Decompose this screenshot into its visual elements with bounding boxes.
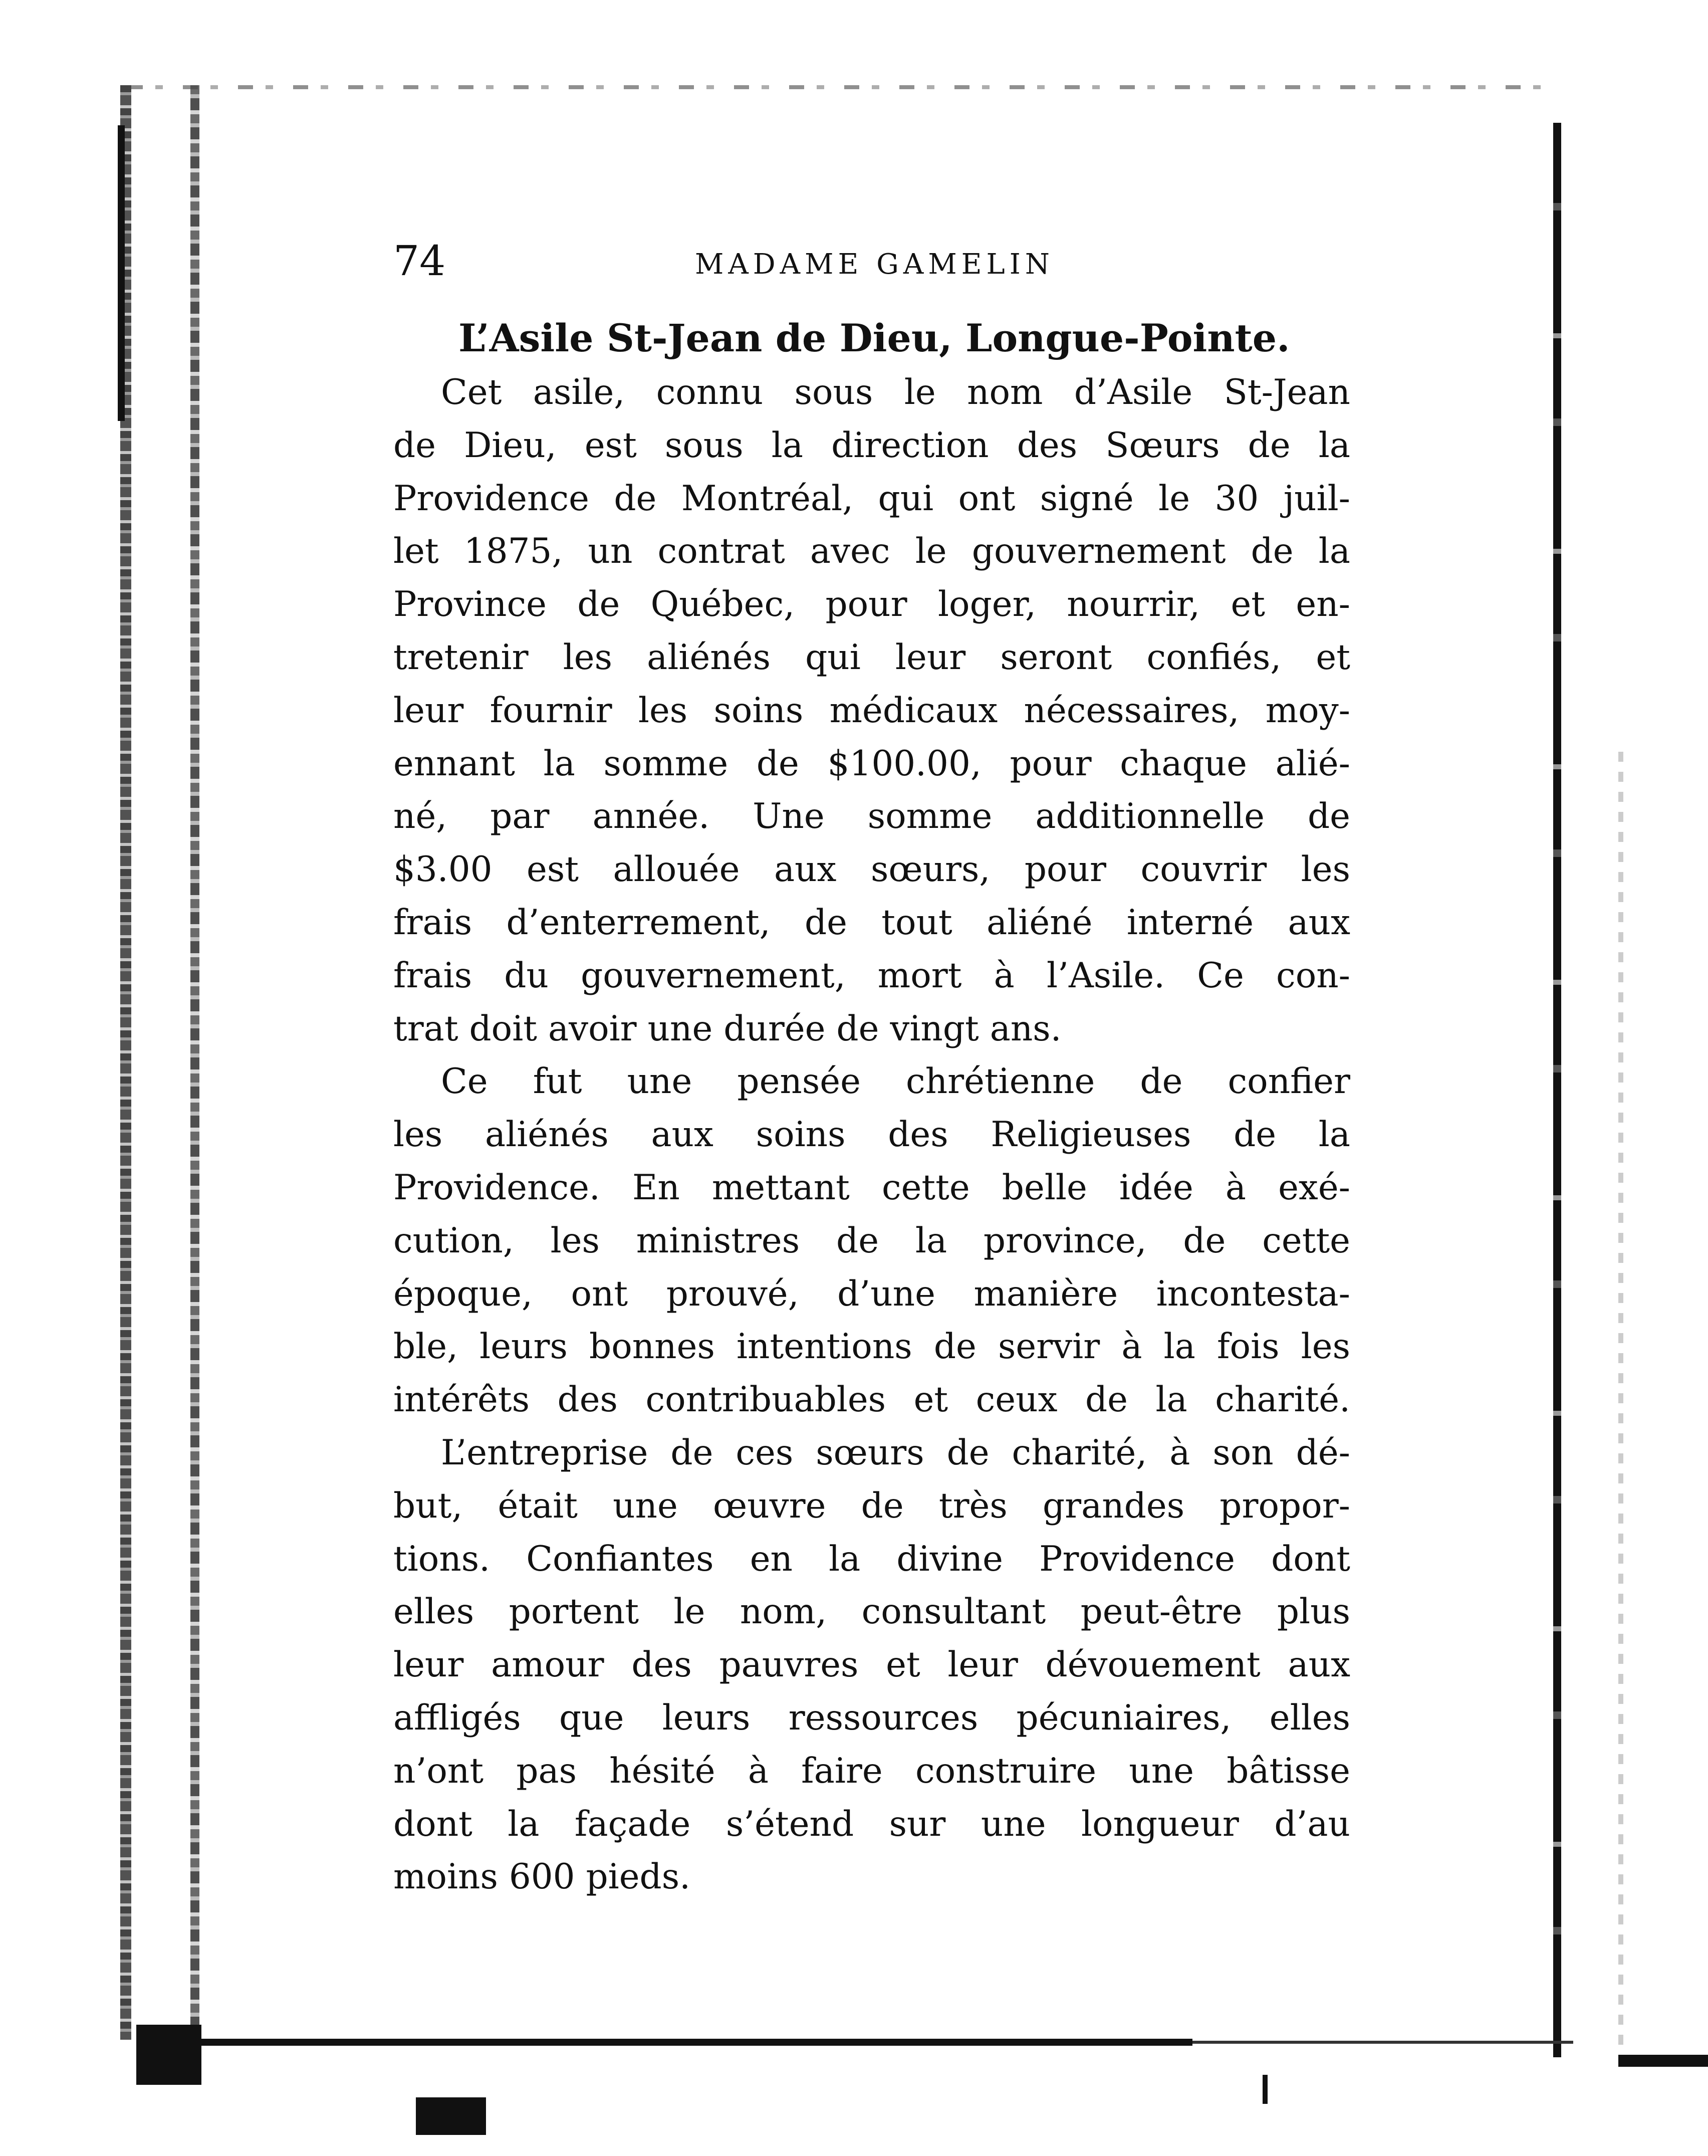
text-line: tretenir les aliénés qui leur seront confiés, et [393,637,1350,678]
scan-edge-top [128,85,1551,89]
text-line: ennant la somme de $100.00, pour chaque alié- [393,743,1350,784]
text-line: moins 600 pieds. [393,1857,691,1897]
text-line: elles portent le nom, consultant peut-être plus [393,1592,1350,1632]
text-line: époque, ont prouvé, d’une manière incontesta- [393,1273,1350,1314]
text-line: Providence de Montréal, qui ont signé le 30 juil- [393,478,1350,519]
text-line: tions. Confiantes en la divine Providence dont [393,1539,1350,1579]
scan-block-bottom [416,2097,486,2135]
text-line: affligés que leurs ressources pécuniaires, elles [393,1697,1350,1738]
text-line: Province de Québec, pour loger, nourrir, et en- [393,584,1350,625]
scan-edge-left-dark [118,125,125,421]
text-line: intérêts des contribuables et ceux de la charité. [393,1380,1350,1420]
running-head: MADAME GAMELIN [695,248,1054,281]
text-line: frais d’enterrement, de tout aliéné interné aux [393,902,1350,943]
body-text [393,366,1350,1904]
page-header [393,237,1055,287]
text-line: let 1875, un contrat avec le gouvernement de la [393,531,1350,572]
scan-corner-block-bottom-left [136,2025,201,2085]
text-line: trat doit avoir une durée de vingt ans. [393,1008,1062,1049]
text-line: de Dieu, est sous la direction des Sœurs de la [393,425,1350,466]
text-line: $3.00 est allouée aux sœurs, pour couvrir les [393,849,1350,890]
scan-edge-right-far [1618,752,1623,2055]
scan-edge-bottom-light [1192,2041,1573,2044]
text-line: Ce fut une pensée chrétienne de confier [441,1061,1350,1102]
text-line: les aliénés aux soins des Religieuses de la [393,1115,1350,1155]
text-line: Cet asile, connu sous le nom d’Asile St-Jean [441,372,1350,412]
text-line: dont la façade s’étend sur une longueur d’au [393,1804,1350,1844]
text-line: but, était une œuvre de très grandes propor- [393,1485,1350,1526]
text-line: leur amour des pauvres et leur dévouement aux [393,1645,1350,1685]
text-line: ble, leurs bonnes intentions de servir à la fois les [393,1327,1350,1367]
scan-tick-bottom [1263,2075,1268,2104]
scan-edge-bottom [190,2039,1192,2046]
section-title: L’Asile St-Jean de Dieu, Longue-Pointe. [458,316,1290,360]
text-line: cution, les ministres de la province, de cette [393,1220,1350,1261]
page-number: 74 [393,238,446,285]
scan-corner-block-bottom-right [1618,2055,1708,2067]
text-line: Providence. En mettant cette belle idée à exé- [393,1167,1350,1208]
text-line: frais du gouvernement, mort à l’Asile. Ce con- [393,955,1350,996]
text-line: n’ont pas hésité à faire construire une bâtisse [393,1751,1350,1791]
text-line: L’entreprise de ces sœurs de charité, à son dé- [441,1432,1350,1473]
scan-edge-right [1553,123,1561,2057]
text-line: né, par année. Une somme additionnelle de [393,796,1350,837]
text-line: leur fournir les soins médicaux nécessaires, moy- [393,690,1350,731]
scan-edge-left-inner [190,85,199,2055]
